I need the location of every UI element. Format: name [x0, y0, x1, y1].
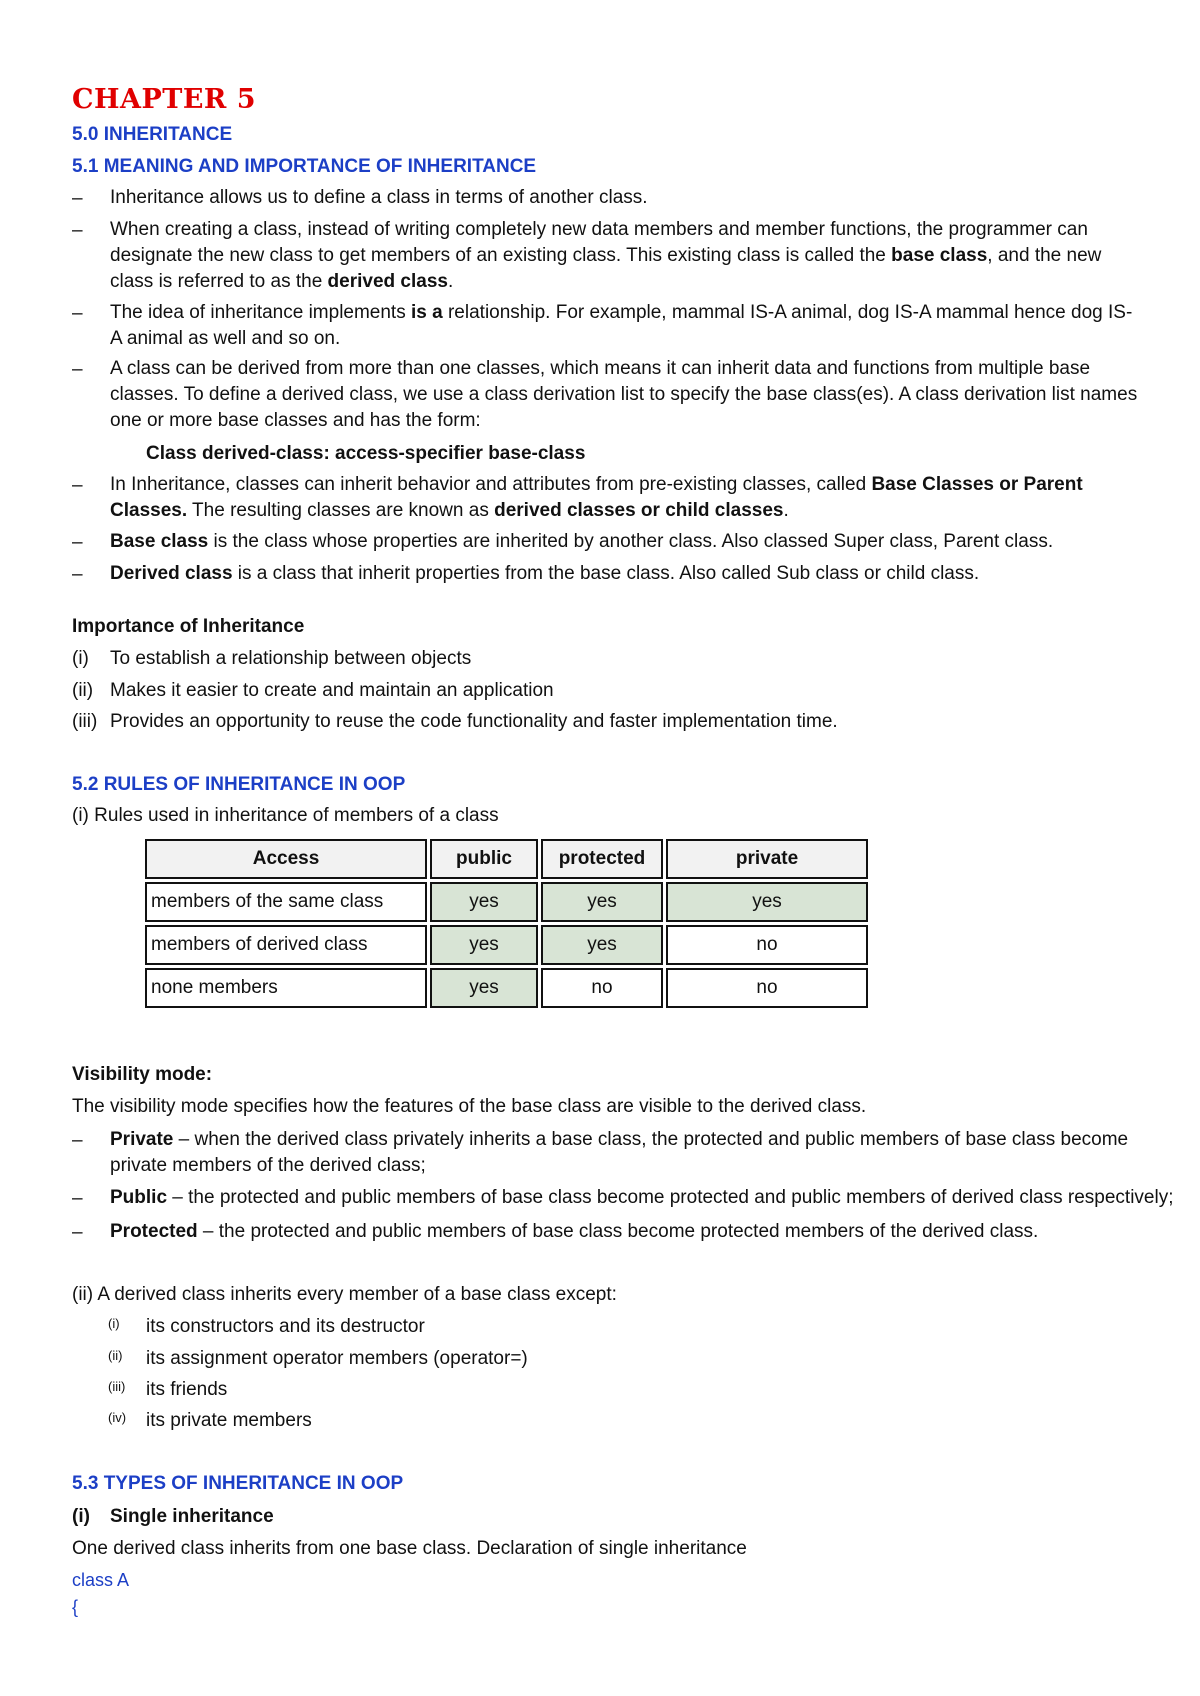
heading-5-0: 5.0 INHERITANCE [72, 124, 233, 145]
item-text: Provides an opportunity to reuse the code functionality and faster implementation time. [110, 711, 838, 732]
dash-marker: – [72, 1222, 83, 1243]
header-protected: protected [541, 839, 663, 879]
item-marker: (i) [72, 1506, 90, 1527]
except-intro: (ii) A derived class inherits every member of a base class except: [72, 1284, 617, 1305]
access-table [142, 836, 871, 1011]
item-text: To establish a relationship between objects [110, 648, 472, 669]
item-text: its assignment operator members (operator=) [146, 1348, 528, 1369]
cell-value: no [666, 925, 868, 965]
item-text: Makes it easier to create and maintain an application [110, 680, 554, 701]
row-label: members of derived class [145, 925, 427, 965]
derivation-form: Class derived-class: access-specifier base-class [146, 443, 586, 464]
bullet-text: Public – the protected and public members of base class become protected and public members of derived class respectively; [110, 1187, 1174, 1208]
visibility-title: Visibility mode: [72, 1064, 213, 1085]
bullet-text: Derived class is a class that inherit properties from the base class. Also called Sub class or child class. [110, 563, 980, 584]
item-marker: (i) [72, 648, 89, 669]
row-label: none members [145, 968, 427, 1008]
chapter-title: CHAPTER 5 [72, 84, 257, 115]
dash-marker: – [72, 1188, 83, 1209]
dash-marker: – [72, 359, 83, 380]
table-row [145, 925, 868, 965]
cell-value: yes [666, 882, 868, 922]
bullet-text: Private – when the derived class privately inherits a base class, the protected and public members of base class become private members of the derived class; [110, 1129, 1129, 1176]
importance-title: Importance of Inheritance [72, 616, 305, 637]
dash-marker: – [72, 220, 83, 241]
header-public: public [430, 839, 538, 879]
cell-value: yes [541, 882, 663, 922]
table-header-row [145, 839, 868, 879]
cell-value: no [666, 968, 868, 1008]
header-access: Access [145, 839, 427, 879]
table-row [145, 968, 868, 1008]
dash-marker: – [72, 475, 83, 496]
dash-marker: – [72, 564, 83, 585]
item-marker: (iv) [108, 1410, 127, 1425]
cell-value: yes [541, 925, 663, 965]
cell-value: no [541, 968, 663, 1008]
table-row [145, 882, 868, 922]
code-line: { [72, 1597, 79, 1617]
bullet-text: In Inheritance, classes can inherit behavior and attributes from pre-existing classes, called Base Classes or Parent Classes. The resulting classes are known as derived classes or child classes. [110, 474, 1083, 521]
visibility-intro: The visibility mode specifies how the features of the base class are visible to the derived class. [72, 1096, 867, 1117]
row-label: members of the same class [145, 882, 427, 922]
item-marker: (iii) [108, 1379, 126, 1394]
header-private: private [666, 839, 868, 879]
code-line: class A [72, 1570, 130, 1590]
single-inheritance-desc: One derived class inherits from one base class. Declaration of single inheritance [72, 1538, 747, 1559]
item-text: its friends [146, 1379, 228, 1400]
dash-marker: – [72, 532, 83, 553]
bullet-text: When creating a class, instead of writing completely new data members and member functions, the programmer can designate the new class to get members of an existing class. This existing class is called the base class, and the new class is referred to as the derived class. [110, 219, 1102, 292]
item-marker: (i) [108, 1316, 120, 1331]
cell-value: yes [430, 925, 538, 965]
dash-marker: – [72, 1130, 83, 1151]
heading-5-1: 5.1 MEANING AND IMPORTANCE OF INHERITANCE [72, 156, 537, 177]
heading-5-2: 5.2 RULES OF INHERITANCE IN OOP [72, 774, 406, 795]
rules-intro: (i) Rules used in inheritance of members of a class [72, 805, 499, 826]
item-marker: (ii) [72, 680, 94, 701]
bullet-text: The idea of inheritance implements is a relationship. For example, mammal IS-A animal, dog IS-A mammal hence dog IS-A animal as well and so on. [110, 302, 1133, 349]
item-marker: (ii) [108, 1348, 123, 1363]
item-text: Single inheritance [110, 1506, 274, 1527]
cell-value: yes [430, 882, 538, 922]
cell-value: yes [430, 968, 538, 1008]
dash-marker: – [72, 303, 83, 324]
item-text: its private members [146, 1410, 312, 1431]
bullet-text: A class can be derived from more than one classes, which means it can inherit data and functions from multiple base classes. To define a derived class, we use a class derivation list to specify the base class(es). A class derivation list names one or more base classes and has the form: [110, 358, 1138, 431]
bullet-text: Protected – the protected and public members of base class become protected members of the derived class. [110, 1221, 1039, 1242]
item-text: its constructors and its destructor [146, 1316, 425, 1337]
bullet-text: Base class is the class whose properties are inherited by another class. Also classed Super class, Parent class. [110, 531, 1054, 552]
heading-5-3: 5.3 TYPES OF INHERITANCE IN OOP [72, 1473, 404, 1494]
item-marker: (iii) [72, 711, 98, 732]
dash-marker: – [72, 188, 83, 209]
bullet-text: Inheritance allows us to define a class in terms of another class. [110, 187, 648, 208]
